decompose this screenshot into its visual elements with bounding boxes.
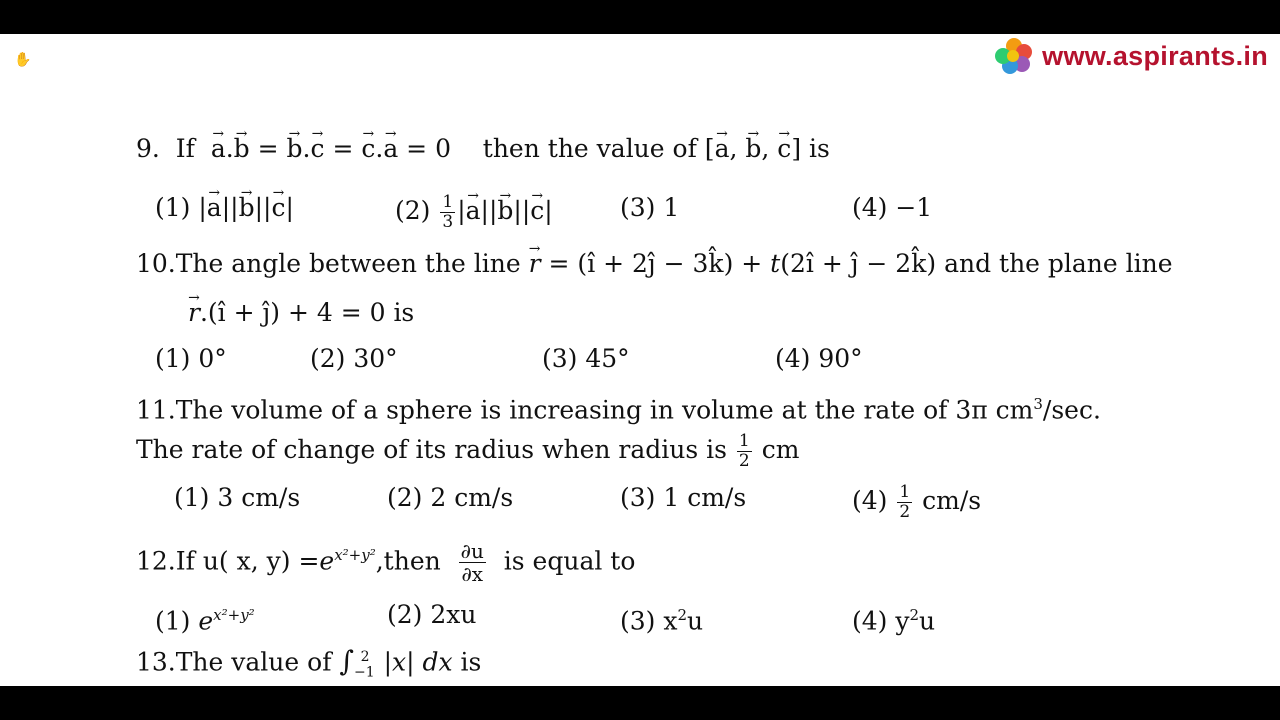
q9-text-a: If bbox=[175, 134, 195, 163]
q12-option-2: (2) 2xu bbox=[387, 600, 477, 629]
q12-option-1: (1) $e^{x^2+y^2}$ bbox=[155, 606, 255, 636]
q11-line-2: The rate of change of its radius when radius is $\frac{1}{2}$ cm bbox=[136, 431, 800, 471]
flower-icon bbox=[992, 36, 1036, 76]
q11-option-3: (3) 1 cm/s bbox=[620, 483, 747, 512]
hand-cursor-icon: ✋ bbox=[14, 52, 32, 68]
site-logo[interactable] bbox=[992, 36, 1268, 76]
q9-option-1: (1) |→ a||→ b||→ c| bbox=[155, 193, 294, 223]
q12-option-3: (3) $x^2u$ bbox=[620, 606, 704, 636]
q10-option-1: (1) 0° bbox=[155, 344, 227, 373]
question-12: 12.If u( x, $y) =e^{x^2+y^2},then$ $\frac{\partial u}{\partial x}$ is equal to bbox=[136, 539, 636, 587]
q9-number: 9. bbox=[136, 134, 160, 163]
q10-option-3: (3) 45° bbox=[542, 344, 630, 373]
q9-option-3: (3) 1 bbox=[620, 193, 680, 222]
q9-text-c: is bbox=[809, 134, 830, 163]
q10-option-4: (4) 90° bbox=[775, 344, 863, 373]
q11-option-4: (4) $\frac{1}{2}$ cm/s bbox=[852, 482, 982, 522]
document-page bbox=[0, 34, 1280, 686]
question-9 bbox=[136, 134, 830, 164]
q10-line-2: → r.(î + ĵ) + 4 = 0 is bbox=[188, 298, 414, 328]
q10-option-2: (2) 30° bbox=[310, 344, 398, 373]
q9-box-product: [→ a, → b, → c] bbox=[705, 134, 801, 163]
q9-option-2: (2) $\frac{1}{3}$ |→ a||→ b||→ c| bbox=[395, 193, 553, 232]
question-11: 11.The volume of a sphere is increasing in volume at the rate of 3π $cm^3/\sec$. bbox=[136, 395, 1101, 425]
q9-option-4: (4) −1 bbox=[852, 193, 933, 222]
q11-option-2: (2) 2 cm/s bbox=[387, 483, 514, 512]
q9-text-b: then the value of bbox=[482, 134, 697, 163]
question-13: 13.The value of $\int_{-1}^2$ |x| dx is bbox=[136, 644, 482, 681]
q12-option-4: (4) $y^2u$ bbox=[852, 606, 936, 636]
q9-condition: → a.→ b = → b.→ c = → c.→ a = 0 bbox=[211, 134, 459, 163]
logo-text: www.aspirants.in bbox=[1042, 40, 1268, 71]
question-10: 10.The angle between the line → r = (î + 2ĵ − 3k̂) + t(2î + ĵ − 2k̂) and the plane line bbox=[136, 249, 1173, 279]
q11-option-1: (1) 3 cm/s bbox=[174, 483, 301, 512]
